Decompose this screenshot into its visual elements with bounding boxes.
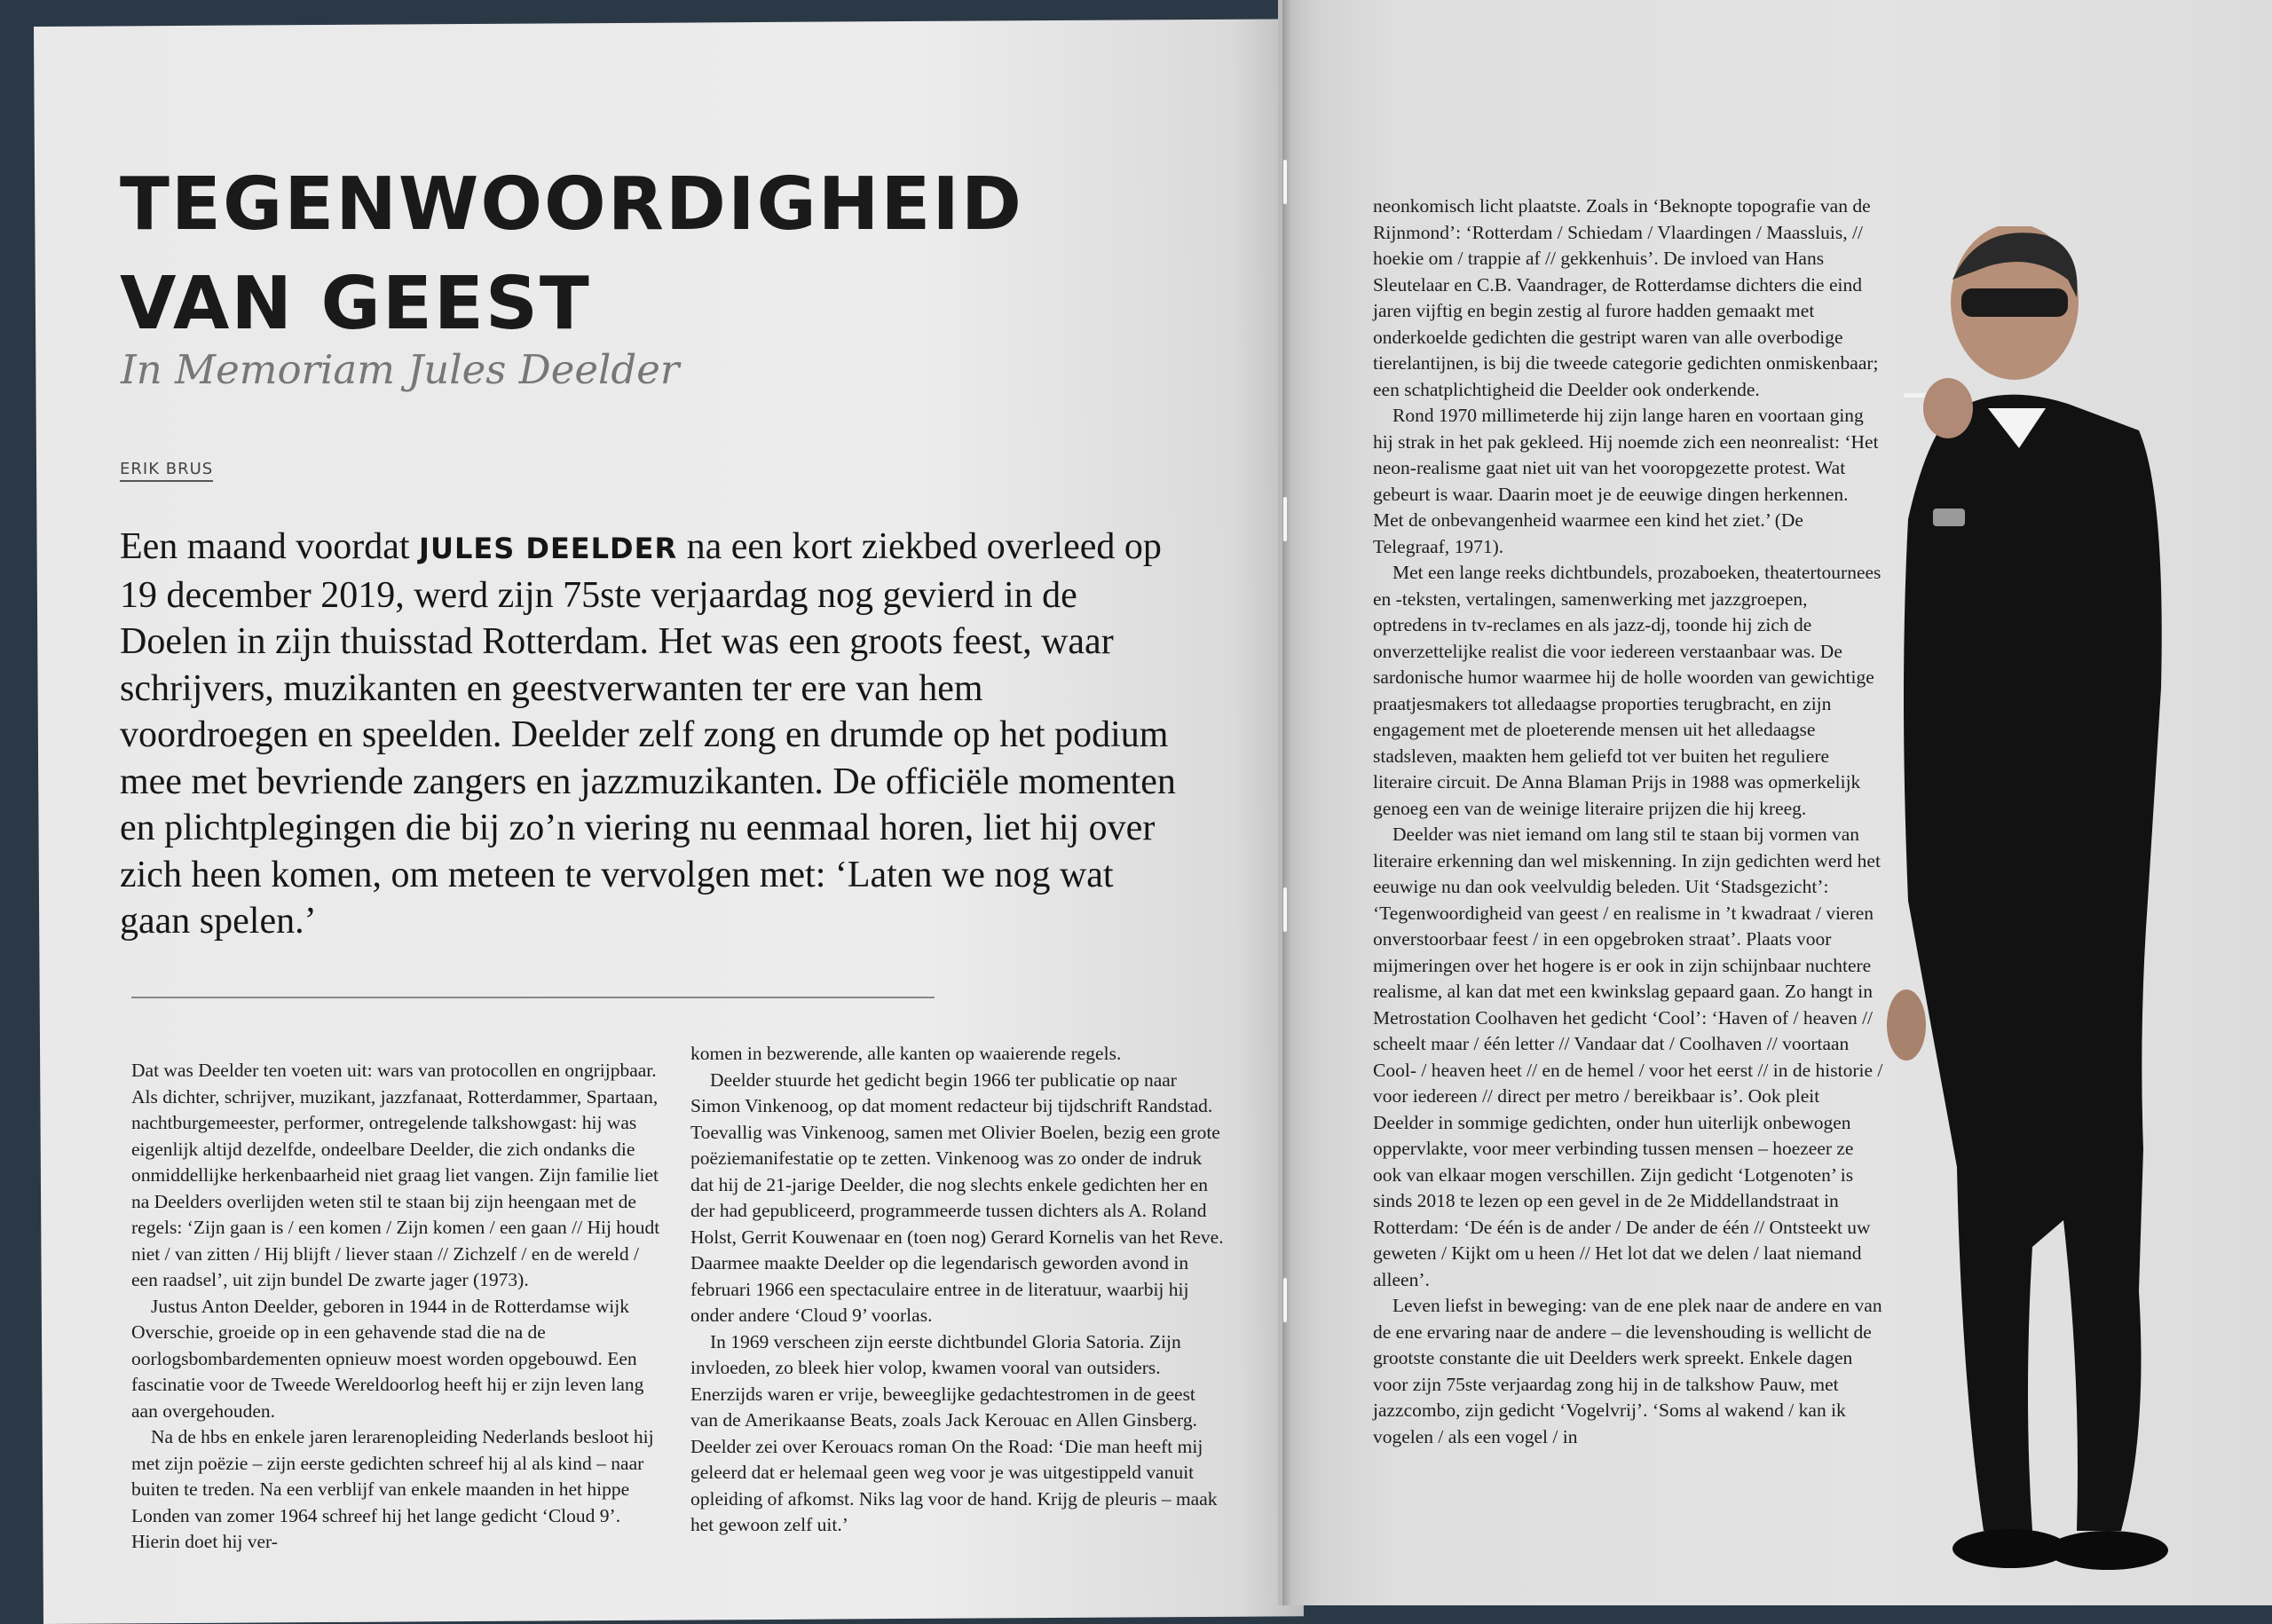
paragraph: Leven liefst in beweging: van de ene plek naar de andere en van de ene ervaring naar de andere – die levenshouding is wellicht de grootste constante die uit Deelders werk spreekt. Enkele dagen voor zijn 75ste verjaardag zong hij in de talkshow Pauw, met jazzcombo, zijn gedicht ‘Vogelvrij’. ‘Soms al wakend / kan ik vogelen / als een vogel / in [1373, 1295, 1882, 1447]
article-subtitle: In Memoriam Jules Deelder [121, 346, 680, 393]
binding-stitch [1283, 497, 1287, 541]
binding-stitch [1283, 160, 1287, 204]
binding-stitch [1283, 1278, 1287, 1322]
body-column-1 [131, 1058, 664, 1556]
lead-text-rest: na een kort ziekbed overleed op 19 december 2019, werd zijn 75ste verjaardag nog gevierd in de Doelen in zijn thuisstad Rotterdam. Het was een groots feest, waar schrijvers, muzikanten en geestverwanten ter ere van hem voordroegen en speelden. Deelder zelf zong en drumde op het podium mee met bevriende zangers en jazzmuzikanten. De officiële momenten en plichtplegingen die bij zo’n viering nu eenmaal horen, liet hij over zich heen komen, om meteen te vervolgen met: ‘Laten we nog wat gaan spelen.’ [120, 526, 1176, 942]
lead-text-start: Een maand voordat [120, 526, 420, 567]
paragraph: Dat was Deelder ten voeten uit: wars van protocollen en ongrijpbaar. Als dichter, schrijver, muzikant, jazzfanaat, Rotterdammer, Spartaan, nachtburgemeester, performer, ontregelende talkshowgast: hij was eigenlijk altijd dezelfde, ondeelbare Deelder, die zich ondanks die onmiddellijke herkenbaarheid niet graag liet vangen. Zijn familie liet na Deelders overlijden weten stil te staan bij zijn heengaan met de regels: ‘Zijn gaan is / een komen / Zijn komen / een gaan // Hij houdt niet / van zitten / Hij blijft / liever staan // Zichzelf / en de wereld / een raadsel’, uit zijn bundel De zwarte jager (1973). [131, 1060, 660, 1290]
shoe [2047, 1531, 2168, 1570]
paragraph: neonkomisch licht plaatste. Zoals in ‘Beknopte topografie van de Rijnmond’: ‘Rotterdam / Schiedam / Vlaardingen / Maassluis, // hoekie om / trappie af // gekkenhuis’. De invloed van Hans Sleutelaar en C.B. Vaandrager, de Rotterdamse dichters die eind jaren vijftig en begin zestig al furore hadden gemaakt met onderkoelde gedichten die gestript waren van alle overbodige tierelantijnen, is bij die tweede categorie gedichten onmiskenbaar; een schatplichtigheid die Deelder ook onderkende. [1373, 195, 1879, 400]
suit [1904, 395, 2162, 1531]
binding-stitch [1283, 887, 1287, 932]
article-title [120, 155, 1023, 354]
paragraph: Na de hbs en enkele jaren lerarenopleiding Nederlands besloot hij met zijn poëzie – zijn eerste gedichten schreef hij al als kind – naar buiten te treden. Na een verblijf van enkele maanden in het hippe Londen van zomer 1964 schreef hij het lange gedicht ‘Cloud 9’. Hierin doet hij ver- [131, 1426, 654, 1552]
wristwatch [1933, 508, 1965, 526]
lead-paragraph [120, 524, 1180, 945]
section-divider [131, 997, 935, 998]
sunglasses [1961, 288, 2068, 317]
hand [1887, 989, 1926, 1060]
paragraph: komen in bezwerende, alle kanten op waaierende regels. [690, 1043, 1122, 1064]
body-column-3 [1373, 193, 1883, 1450]
paragraph: Deelder stuurde het gedicht begin 1966 ter publicatie op naar Simon Vinkenoog, op dat moment redacteur bij tijdschrift Randstad. Toevallig was Vinkenoog, samen met Olivier Boelen, bezig een grote poëziemanifestatie op te zetten. Vinkenoog was zo onder de indruk dat hij de 21-jarige Deelder, die nog slechts enkele gedichten her en der had gepubliceerd, programmeerde tussen dichters als A. Roland Holst, Gerrit Kouwenaar en (toen nog) Gerard Kornelis van het Reve. Daarmee maakte Deelder op die legendarisch geworden avond in februari 1966 een spectaculaire entree in de literatuur, waarbij hij onder andere ‘Cloud 9’ voorlas. [690, 1068, 1224, 1326]
paragraph: Rond 1970 millimeterde hij zijn lange haren en voortaan ging hij strak in het pak gekleed. Hij noemde zich een neonrealist: ‘Het neon-realisme gaat niet uit van het vooropgezette protest. Wat gebeurt is waar. Daarin moet je de eeuwige dingen herkennen. Met de onbevangenheid waarmee een kind het ziet.’ (De Telegraaf, 1971). [1373, 405, 1879, 557]
paragraph: Deelder was niet iemand om lang stil te staan bij vormen van literaire erkenning dan wel miskenning. In zijn gedichten werd het eeuwige nu dan ook veelvuldig beleden. Uit ‘Stadsgezicht’: ‘Tegenwoordigheid van geest / en realisme in ’t kwadraat / vieren onverstoorbaar feest / in een opgebroken straat’. Plaats voor mijmeringen over het hogere is er ook in zijn schijnbaar nuchtere realisme, al kan dat met een kwinkslag gepaard gaan. Zo hangt in Metrostation Coolhaven het gedicht ‘Cool’: ‘Haven of / heaven // scheelt maar / één letter // Vandaar dat / Coolhaven // voortaan Cool- / heaven heet // en de hemel / voor het eerst // in de historie / voor iedereen // direct per metro / bereikbaar is’. Ook pleit Deelder in sommige gedichten, onder hun uiterlijk onbewogen oppervlakte, voor meer verbinding tussen mensen – hoezeer ze ook van elkaar mogen verschillen. Zijn gedicht ‘Lotgenoten’ is sinds 2018 te lezen op een gevel in de 2e Middellandstraat in Rotterdam: ‘De één is de ander / De ander de één // Ontsteekt uw geweten / Kijkt om u heen // Het lot dat we delen / laat niemand alleen’. [1373, 824, 1883, 1290]
paragraph: Justus Anton Deelder, geboren in 1944 in de Rotterdamse wijk Overschie, groeide op in een gehavende stad die na de oorlogsbombardementen opnieuw moest worden opgebouwd. Een fascinatie voor de Tweede Wereldoorlog heeft hij er zijn leven lang aan overgehouden. [131, 1295, 644, 1422]
portrait-photo [1855, 226, 2272, 1605]
paragraph: Met een lange reeks dichtbundels, prozaboeken, theatertournees en -teksten, vertalingen, samenwerking met jazzgroepen, optredens in tv-reclames en als jazz-dj, toonde hij zich de onverzettelijke realist die voor iedereen verstaanbaar was. De sardonische humor waarmee hij de holle woorden van gewichtige praatjesmakers tot alledaagse proporties terugbracht, en zijn engagement met de ploeterende mensen uit het alledaagse stadsleven, maakten hem geliefd tot ver buiten het reguliere literaire circuit. De Anna Blaman Prijs in 1988 was opmerkelijk genoeg een van de weinige literaire prijzen die hij kreeg. [1373, 562, 1882, 819]
lead-name: JULES DEELDER [419, 532, 678, 565]
title-line-1: TEGENWOORDIGHEID [120, 162, 1024, 247]
hand [1923, 378, 1973, 438]
paragraph: In 1969 verscheen zijn eerste dichtbundel Gloria Satoria. Zijn invloeden, zo bleek hier volop, kwamen vooral van outsiders. Enerzijds waren er vrije, beweeglijke gedachtestromen in de geest van de Amerikaanse Beats, zoals Jack Kerouac en Allen Ginsberg. Deelder zei over Kerouacs roman On the Road: ‘Die man heeft mij geleerd dat er helemaal geen weg voor je was uitgestippeld vanuit opleiding of afkomst. Niks lag voor de hand. Krijg de pleuris – maak het gewoon zelf uit.’ [690, 1330, 1218, 1535]
page-gutter [1282, 0, 1291, 1605]
author-byline: ERIK BRUS [120, 460, 213, 482]
body-column-2 [690, 1041, 1227, 1539]
title-line-2: VAN GEEST [120, 262, 591, 346]
